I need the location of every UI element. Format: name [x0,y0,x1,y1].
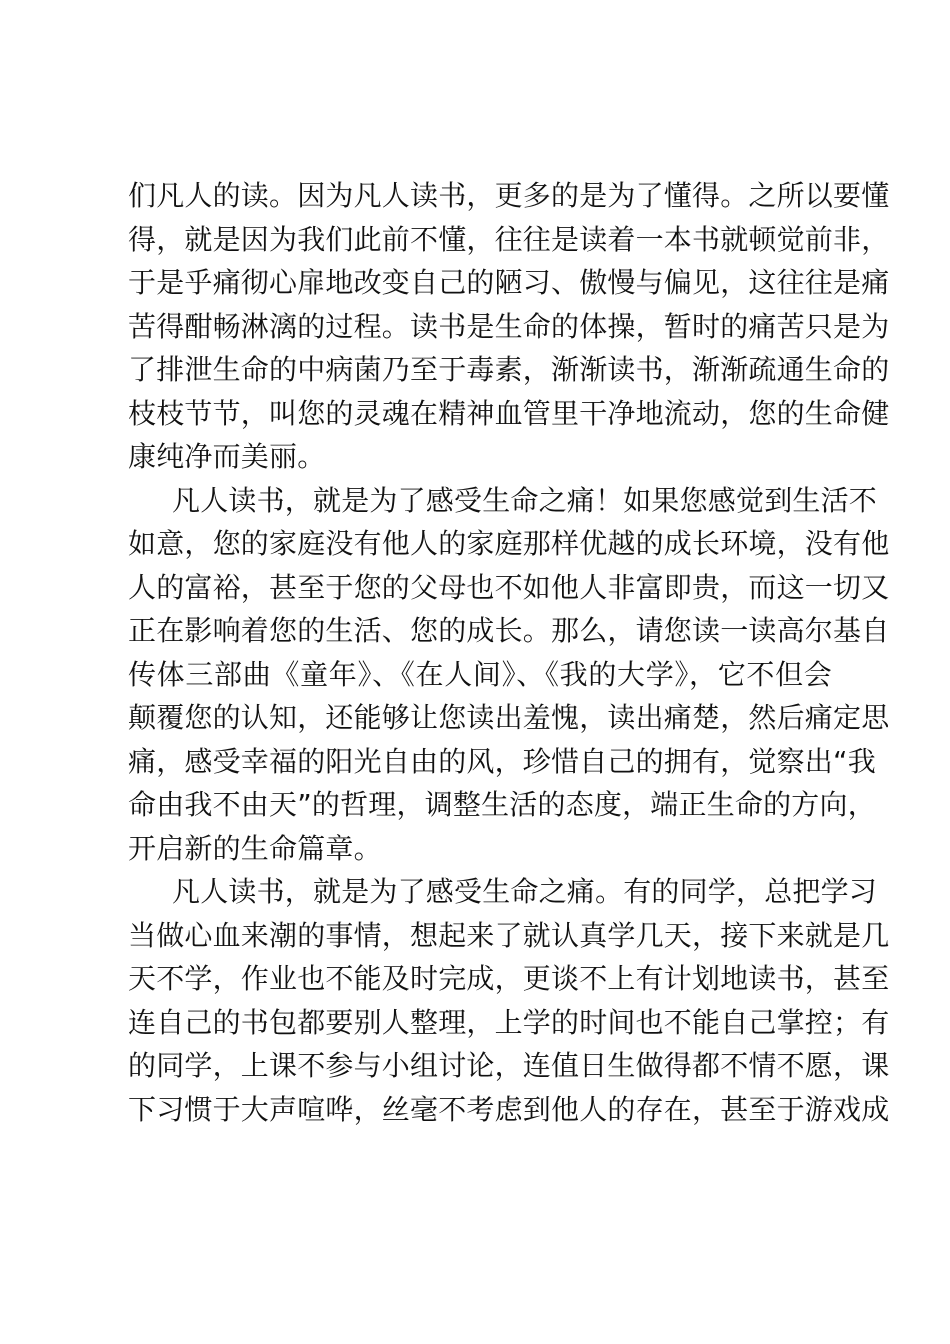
text-line: 正在影响着您的生活、您的成长。那么，请您读一读高尔基自 [128,614,890,647]
text-line: 凡人读书，就是为了感受生命之痛。有的同学，总把学习 [172,875,878,908]
text-line: 连自己的书包都要别人整理，上学的时间也不能自己掌控；有 [128,1005,890,1039]
text-line: 下习惯于大声喧哗，丝毫不考虑到他人的存在，甚至于游戏成 [128,1092,890,1126]
text-line: 凡人读书，就是为了感受生命之痛！如果您感觉到生活不 [172,483,878,517]
text-line: 得，就是因为我们此前不懂，往往是读着一本书就顿觉前非， [128,222,890,256]
text-line: 人的富裕，甚至于您的父母也不如他人非富即贵，而这一切又 [128,570,890,604]
text-line: 于是乎痛彻心扉地改变自己的陋习、傲慢与偏见，这往往是痛 [128,266,890,299]
paragraph-3 [128,870,890,1131]
text-line: 颠覆您的认知，还能够让您读出羞愧，读出痛楚，然后痛定思 [128,701,890,734]
paragraph-2 [128,479,890,871]
text-line: 传体三部曲《童年》、《在人间》、《我的大学》，它不但会 [128,657,832,691]
text-line: 开启新的生命篇章。 [128,831,382,865]
text-line: 的同学，上课不参与小组讨论，连值日生做得都不情不愿，课 [128,1049,890,1082]
text-line: 天不学，作业也不能及时完成，更谈不上有计划地读书，甚至 [128,962,890,995]
text-line: 们凡人的读。因为凡人读书，更多的是为了懂得。之所以要懂 [128,179,890,212]
paragraph-1 [128,174,890,479]
text-line: 枝枝节节，叫您的灵魂在精神血管里干净地流动，您的生命健 [128,396,890,430]
text-line: 康纯净而美丽。 [128,440,326,473]
text-line: 如意，您的家庭没有他人的家庭那样优越的成长环境，没有他 [128,527,890,560]
text-line: 苦得酣畅淋漓的过程。读书是生命的体操，暂时的痛苦只是为 [128,309,890,343]
text-line: 痛，感受幸福的阳光自由的风，珍惜自己的拥有，觉察出“我 [128,744,876,778]
text-line: 命由我不由天”的哲理，调整生活的态度，端正生命的方向， [128,788,876,821]
body-text [128,174,890,1131]
text-line: 当做心血来潮的事情，想起来了就认真学几天，接下来就是几 [128,918,890,952]
text-line: 了排泄生命的中病菌乃至于毒素，渐渐读书，渐渐疏通生命的 [128,353,890,386]
